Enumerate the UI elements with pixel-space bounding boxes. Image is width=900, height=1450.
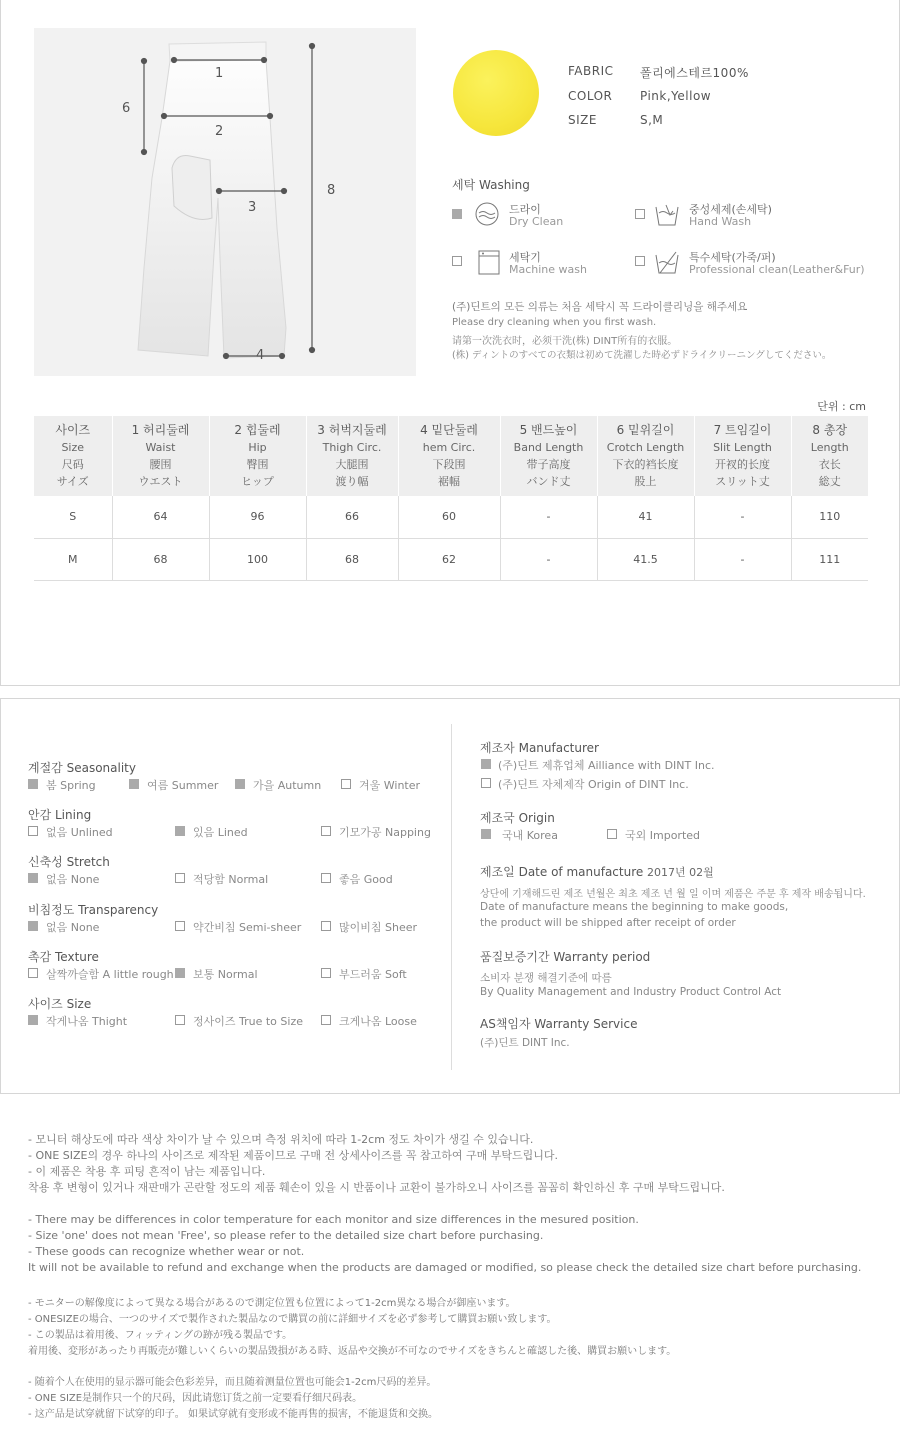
footer-note-line: - モニターの解像度によって異なる場合があるので測定位置も位置によって1-2cm異なる場合が御座います。 [28, 1298, 516, 1309]
footer-note-line: - 이 제품은 착용 후 피팅 흔적이 남는 제품입니다. [28, 1165, 266, 1178]
table-cell: 62 [398, 538, 500, 580]
header-crotch: 6 밑위길이 Crotch Length 下衣的裆长度 股上 [597, 416, 694, 496]
hand-wash-en: Hand Wash [689, 215, 752, 228]
product-figure [34, 28, 416, 376]
attribute-option: 봄 Spring [46, 779, 96, 792]
footer-note-line: - ONE SIZE의 경우 하나의 사이즈로 제작된 제품이므로 구매 전 상세사이즈를 꼭 참고하여 구매 부탁드립니다. [28, 1149, 559, 1162]
manufacturer-option-checkbox [481, 778, 491, 788]
product-info-panel [0, 0, 900, 686]
fabric-label: FABRIC [568, 64, 614, 78]
header-length: 8 총장 Length 衣长 総丈 [791, 416, 868, 496]
attribute-checkbox [321, 921, 331, 931]
table-cell: 68 [306, 538, 398, 580]
attribute-checkbox [321, 968, 331, 978]
professional-clean-checkbox [635, 256, 645, 266]
table-cell: 64 [112, 496, 209, 538]
dry-clean-en: Dry Clean [509, 215, 564, 228]
table-cell: 41.5 [597, 538, 694, 580]
attribute-option: 적당함 Normal [193, 873, 269, 887]
attribute-checkbox [175, 1015, 185, 1025]
washing-note-ja: (株) ディントのすべての衣類は初めて洗濯した時必ずドライクリーニングしてください。 [452, 350, 832, 361]
origin-option-checkbox [481, 829, 491, 839]
attribute-checkbox [129, 779, 139, 789]
machine-wash-checkbox [452, 256, 462, 266]
column-divider [451, 724, 452, 1070]
attribute-title: 사이즈 Size [28, 997, 92, 1011]
attribute-option: 약간비침 Semi-sheer [193, 920, 302, 934]
footer-note-line: 着用後、変形があったり再販売が難しいくらいの製品毀損がある時、返品や交換が不可なのでサイズをきちんと確認した後、購買お願いします。 [28, 1346, 677, 1357]
washing-note-en: Please dry cleaning when you first wash. [452, 317, 657, 328]
footer-note-line: - There may be differences in color temperature for each monitor and size differences in the mesured position. [28, 1213, 639, 1226]
manufacturer-option: (주)딘트 제휴업체 Ailliance with DINT Inc. [498, 759, 715, 772]
footer-note-line: - Size 'one' does not mean 'Free', so please refer to the detailed size chart before purchasing. [28, 1229, 544, 1242]
origin-option: 국외 Imported [625, 829, 701, 842]
dimension-label-2: 2 [215, 124, 224, 139]
dry-clean-icon [474, 201, 500, 227]
footer-note-line: - 모니터 해상도에 따라 색상 차이가 날 수 있으며 측정 위치에 따라 1-2cm 정도 차이가 생길 수 있습니다. [28, 1133, 534, 1146]
footer-note-line: - ONE SIZE是制作只一个的尺码，因此请您订货之前一定要看仔细尺码表。 [28, 1393, 363, 1404]
attribute-checkbox [321, 1015, 331, 1025]
origin-title: 제조국 Origin [480, 811, 555, 825]
table-cell: - [694, 538, 791, 580]
washing-note-ko: (주)딘트의 모든 의류는 처음 세탁시 꼭 드라이클리닝을 해주세요 [452, 301, 748, 313]
footer-note-line: - ONESIZEの場合、一つのサイズで製作された製品なので購買の前に詳細サイズを必ず参考して購買お願い致します。 [28, 1314, 557, 1325]
attribute-option: 정사이즈 True to Size [193, 1015, 303, 1028]
warranty-period-note: 소비자 분쟁 해결기준에 따름 [480, 972, 612, 984]
attribute-title: 계절감 Seasonality [28, 761, 136, 775]
origin-option-checkbox [607, 829, 617, 839]
attribute-option: 작게나옴 Thight [46, 1015, 128, 1028]
table-cell: 110 [791, 496, 868, 538]
unit-label: 단위 : cm [817, 400, 866, 413]
attribute-option: 많이비침 Sheer [339, 920, 418, 934]
table-cell: 66 [306, 496, 398, 538]
table-cell: - [500, 538, 597, 580]
attribute-option: 보통 Normal [193, 967, 258, 981]
dimension-label-1: 1 [215, 66, 224, 81]
manufacturer-option: (주)딘트 자체제작 Origin of DINT Inc. [498, 778, 689, 791]
table-cell: 96 [209, 496, 306, 538]
pants-illustration [34, 28, 416, 376]
header-hip: 2 힙둘레 Hip 臀围 ヒップ [209, 416, 306, 496]
professional-clean-ko: 특수세탁(가죽/퍼) [689, 251, 776, 264]
size-value: S,M [640, 113, 664, 127]
attribute-checkbox [175, 873, 185, 883]
washing-note-zh: 请第一次洗衣时，必须干洗(株) DINT所有的衣服。 [452, 336, 678, 347]
machine-wash-en: Machine wash [509, 263, 587, 276]
header-hem: 4 밑단둘레 hem Circ. 下段围 裾幅 [398, 416, 500, 496]
table-cell: S [34, 496, 112, 538]
hand-wash-ko: 중성세제(손세탁) [689, 203, 772, 216]
attribute-title: 비침정도 Transparency [28, 902, 159, 917]
attribute-option: 기모가공 Napping [339, 826, 431, 840]
footer-note-line: - この製品は着用後、フィッティングの跡が残る製品です。 [28, 1330, 293, 1341]
attribute-checkbox [28, 826, 38, 836]
color-label: COLOR [568, 89, 613, 103]
color-swatch [453, 50, 539, 136]
attribute-option: 살짝까슬함 A little rough [46, 967, 174, 981]
dimension-label-3: 3 [248, 200, 257, 215]
manufacture-date-note: the product will be shipped after receipt of order [480, 917, 736, 929]
professional-clean-icon [654, 249, 680, 275]
dry-clean-checkbox [452, 209, 462, 219]
table-cell: 100 [209, 538, 306, 580]
table-row [34, 496, 868, 538]
attribute-option: 없음 None [46, 920, 100, 934]
footer-note-line: - 这产品是试穿就留下试穿的印子。 如果试穿就有变形或不能再售的损害，不能退货和交换。 [28, 1409, 438, 1420]
table-row [34, 538, 868, 580]
attribute-checkbox [341, 779, 351, 789]
size-table [34, 416, 868, 581]
table-cell: 68 [112, 538, 209, 580]
attribute-checkbox [28, 968, 38, 978]
attribute-checkbox [175, 826, 185, 836]
footer-note-line: 착용 후 변형이 있거나 재판매가 곤란할 정도의 제품 훼손이 있을 시 반품이나 교환이 불가하오니 사이즈를 꼼꼼히 확인하신 후 구매 부탁드립니다. [28, 1181, 725, 1194]
header-thigh: 3 허벅지둘레 Thigh Circ. 大腿围 渡り幅 [306, 416, 398, 496]
attribute-option: 겨울 Winter [359, 779, 421, 792]
attribute-checkbox [235, 779, 245, 789]
table-cell: 111 [791, 538, 868, 580]
attribute-checkbox [28, 873, 38, 883]
attribute-option: 부드러움 Soft [339, 967, 407, 981]
attribute-option: 크게나옴 Loose [339, 1015, 417, 1028]
size-label: SIZE [568, 113, 597, 127]
attribute-option: 좋음 Good [339, 873, 393, 887]
attribute-checkbox [175, 921, 185, 931]
warranty-service-note: (주)딘트 DINT Inc. [480, 1037, 570, 1049]
attribute-checkbox [175, 968, 185, 978]
table-cell: - [694, 496, 791, 538]
origin-option: 국내 Korea [502, 829, 558, 842]
attribute-option: 가을 Autumn [253, 779, 322, 792]
attribute-option: 없음 Unlined [46, 826, 113, 840]
attribute-title: 촉감 Texture [28, 949, 99, 964]
fabric-value: 폴리에스테르100% [640, 66, 749, 80]
dimension-label-4: 4 [256, 348, 265, 363]
footer-note-line: - 随着个人在使用的显示器可能会色彩差异，而且随着测量位置也可能会1-2cm尺码的差异。 [28, 1377, 437, 1388]
attribute-option: 없음 None [46, 873, 100, 887]
table-cell: - [500, 496, 597, 538]
header-slit: 7 트임길이 Slit Length 开衩的长度 スリット丈 [694, 416, 791, 496]
header-size: 사이즈 Size 尺码 サイズ [34, 416, 112, 496]
footer-note-line: It will not be available to refund and exchange when the products are damaged or modified, so please check the detailed size chart before purchasing. [28, 1261, 862, 1274]
dimension-label-6: 6 [122, 101, 131, 116]
attribute-checkbox [321, 826, 331, 836]
attribute-title: 신축성 Stretch [28, 855, 110, 870]
manufacture-date-value: 2017년 02월 [647, 866, 714, 879]
dimension-label-8: 8 [327, 183, 336, 198]
footer-note-line: - These goods can recognize whether wear or not. [28, 1245, 305, 1258]
manufacture-date-title: 제조일 Date of manufacture [480, 865, 644, 879]
hand-wash-checkbox [635, 209, 645, 219]
table-cell: M [34, 538, 112, 580]
attribute-checkbox [28, 1015, 38, 1025]
attribute-checkbox [28, 779, 38, 789]
attribute-option: 있음 Lined [193, 826, 248, 840]
machine-wash-ko: 세탁기 [509, 251, 541, 264]
machine-wash-icon [476, 249, 502, 275]
table-cell: 60 [398, 496, 500, 538]
manufacture-date-note: 상단에 기재해드린 제조 년월은 최초 제조 년 월 일 이며 제품은 주문 후 제작 배송됩니다. [480, 889, 866, 900]
attribute-checkbox [28, 921, 38, 931]
header-band: 5 밴드높이 Band Length 带子高度 バンド丈 [500, 416, 597, 496]
attribute-checkbox [321, 873, 331, 883]
warranty-period-note: By Quality Management and Industry Product Control Act [480, 986, 782, 998]
hand-wash-icon [654, 201, 680, 227]
header-waist: 1 허리둘레 Waist 腰围 ウエスト [112, 416, 209, 496]
manufacture-date-note: Date of manufacture means the beginning to make goods, [480, 901, 789, 913]
table-cell: 41 [597, 496, 694, 538]
warranty-service-title: AS책임자 Warranty Service [480, 1017, 638, 1031]
attribute-option: 여름 Summer [147, 779, 219, 792]
attribute-title: 안감 Lining [28, 808, 92, 823]
manufacturer-option-checkbox [481, 759, 491, 769]
color-value: Pink,Yellow [640, 89, 712, 103]
professional-clean-en: Professional clean(Leather&Fur) [689, 263, 865, 276]
dry-clean-ko: 드라이 [509, 203, 541, 216]
washing-title: 세탁 Washing [452, 178, 530, 192]
manufacturer-title: 제조자 Manufacturer [480, 741, 599, 755]
warranty-period-title: 품질보증기간 Warranty period [480, 950, 651, 964]
